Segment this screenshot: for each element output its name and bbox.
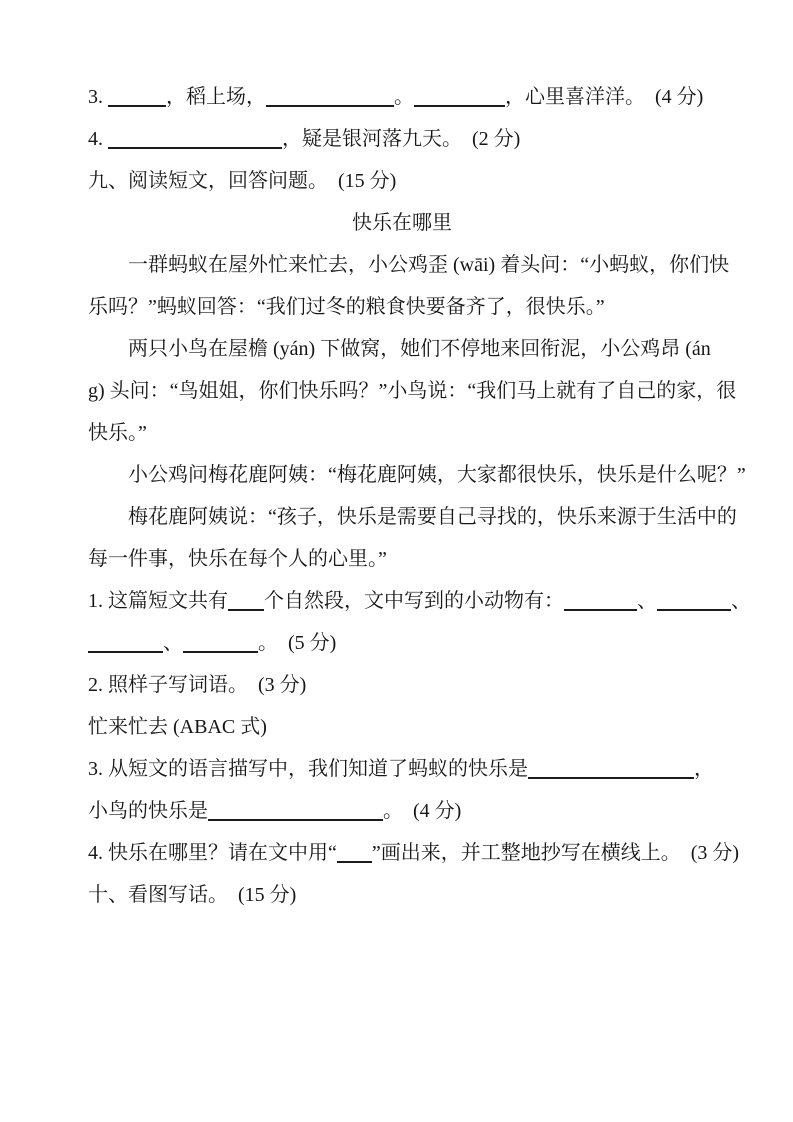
answer-blank (657, 593, 731, 611)
text-run: 3. 从短文的语言描写中，我们知道了蚂蚁的快乐是 (88, 758, 528, 780)
text-run: ”画出来，并工整地抄写在横线上。 (3 分) (371, 842, 740, 864)
text-run: 。 (4 分) (383, 800, 462, 822)
passage-title (88, 202, 716, 244)
answer-blank (564, 593, 637, 611)
answer-blank (108, 89, 166, 107)
answer-blank (88, 635, 163, 653)
document-lines (88, 76, 751, 916)
text-run: 两只小鸟在屋檐 (yán) 下做窝，她们不停地来回衔泥，小公鸡昂 (án (128, 338, 711, 360)
passage-p1-line1 (88, 244, 730, 286)
text-run: 。 (394, 86, 414, 108)
text-run: 忙来忙去 (ABAC 式) (88, 716, 267, 738)
reading-q2-example (88, 706, 716, 748)
text-run: 梅花鹿阿姨说：“孩子，快乐是需要自己寻找的，快乐来源于生活中的 (128, 506, 737, 528)
passage-p2-line1 (88, 328, 716, 370)
answer-blank (414, 89, 505, 107)
answer-blank (266, 89, 394, 107)
reading-q4 (88, 832, 740, 874)
text-run: 九、阅读短文，回答问题。 (15 分) (88, 170, 397, 192)
reading-q1-line1 (88, 580, 751, 622)
text-run: ，稻上场， (166, 86, 266, 108)
text-run: 4. (88, 128, 108, 150)
text-run: 小公鸡问梅花鹿阿姨：“梅花鹿阿姨，大家都很快乐，快乐是什么呢？” (128, 464, 746, 486)
fill-blank-q4 (88, 118, 716, 160)
text-run: 快乐。” (88, 422, 147, 444)
text-run: ， (694, 758, 714, 780)
text-run: 快乐在哪里 (352, 212, 452, 234)
text-run: 小鸟的快乐是 (88, 800, 208, 822)
reading-q3-line2 (88, 790, 716, 832)
text-run: 、 (163, 632, 183, 654)
answer-blank (337, 845, 372, 863)
answer-blank (228, 593, 264, 611)
passage-p2-line3 (88, 412, 716, 454)
passage-p1-line2 (88, 286, 716, 328)
text-run: 十、看图写话。 (15 分) (88, 884, 297, 906)
section-9-heading (88, 160, 716, 202)
answer-blank (528, 761, 694, 779)
reading-q1-line2 (88, 622, 716, 664)
text-run: 一群蚂蚁在屋外忙来忙去，小公鸡歪 (wāi) 着头问：“小蚂蚁，你们快 (128, 254, 730, 276)
answer-blank (183, 635, 258, 653)
reading-q3-line1 (88, 748, 716, 790)
text-run: ，疑是银河落九天。 (2 分) (282, 128, 521, 150)
text-run: 3. (88, 86, 108, 108)
text-run: ，心里喜洋洋。 (4 分) (505, 86, 704, 108)
text-run: 1. 这篇短文共有 (88, 590, 228, 612)
text-run: 、 (637, 590, 657, 612)
passage-p3-line1 (88, 454, 746, 496)
text-run: g) 头问：“鸟姐姐，你们快乐吗？”小鸟说：“我们马上就有了自己的家，很 (88, 380, 737, 402)
text-run: 个自然段，文中写到的小动物有： (264, 590, 564, 612)
passage-p4-line1 (88, 496, 737, 538)
reading-q2 (88, 664, 716, 706)
section-10-heading (88, 874, 716, 916)
text-run: 每一件事，快乐在每个人的心里。” (88, 548, 387, 570)
text-run: 乐吗？”蚂蚁回答：“我们过冬的粮食快要备齐了，很快乐。” (88, 296, 605, 318)
text-run: 2. 照样子写词语。 (3 分) (88, 674, 307, 696)
passage-p2-line2 (88, 370, 737, 412)
answer-blank (208, 803, 383, 821)
text-run: 。 (5 分) (258, 632, 337, 654)
text-run: 、 (731, 590, 751, 612)
fill-blank-q3 (88, 76, 716, 118)
passage-p4-line2 (88, 538, 716, 580)
answer-blank (108, 131, 282, 149)
text-run: 4. 快乐在哪里？请在文中用“ (88, 842, 337, 864)
